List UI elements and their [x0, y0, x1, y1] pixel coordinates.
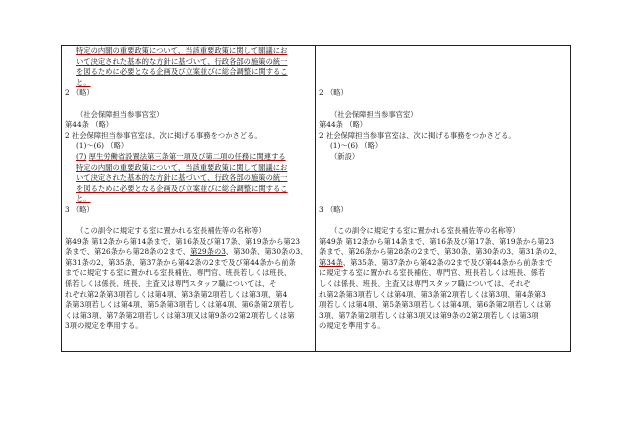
item-7-line: を図るために必要となる企画及び立案並びに総合調整に関するこ [76, 183, 288, 193]
article-49-line: までに規定する室に置かれる室長補佐、専門官、班長若しくは班長、 [65, 268, 292, 278]
section-heading-2: （この訓令に規定する室に置かれる室長補佐等の名称等） [330, 226, 520, 236]
item-7-line [65, 152, 313, 163]
items-range: (1)～(6) （略） [76, 141, 129, 151]
amended-ref: 第34条 [319, 257, 343, 267]
column-divider [315, 46, 316, 351]
amended-line: と。 [76, 77, 91, 87]
left-column [65, 46, 313, 332]
section-heading: （社会保障担当参事官室） [330, 109, 418, 119]
paragraph-3: 3 （略） [65, 204, 94, 214]
article-49-line: 条まで、第26条から第28条の2まで、第29条の3、第30条、第30条の3、 [65, 247, 308, 257]
article-49-line: 第49条 第12条から第14条まで、第16条及び第17条、第19条から第23 [65, 236, 300, 246]
article-49-line: の規定を準用する。 [319, 321, 385, 331]
article-49-line: 第34条、第35条、第37条から第42条の2まで及び第44条から前条まで [319, 257, 553, 267]
paragraph-2-text: 2 社会保障担当参事官室は、次に掲げる事務をつかさどる。 [65, 130, 262, 140]
article-49-line: 条まで、第26条から第28条の2まで、第30条、第30条の3、第31条の2、 [319, 247, 562, 257]
article-49-line: 第49条 第12条から第14条まで、第16条及び第17条、第19条から第23 [319, 236, 554, 246]
article-49-line: 条第3項若しくは第4項、第5条第3項若しくは第4項、第6条第2項若し [65, 300, 295, 310]
item-7-text: 厚生労働省設置法第三条第一項及び第二項の任務に関連する [88, 151, 286, 161]
article-49-line: くは第3項、第7条第2項若しくは第3項又は第9条の2第2項若しくは第 [65, 310, 295, 320]
paragraph-2: 2 （略） [319, 88, 348, 98]
comparison-table [61, 45, 571, 352]
items-range: (1)～(6) （略） [330, 141, 383, 151]
amended-ref: 第29条の3 [190, 247, 226, 257]
article-49-line: に規定する室に置かれる室長補佐、専門官、班長若しくは班長、係若 [319, 268, 546, 278]
right-column [319, 46, 569, 332]
item-7-line: 特定の内閣の重要政策について、当該重要政策に関して閣議にお [76, 162, 288, 172]
section-heading-2: （この訓令に規定する室に置かれる室長補佐等の名称等） [76, 226, 266, 236]
section-heading: （社会保障担当参事官室） [76, 109, 164, 119]
new-item-note: （新設） [330, 151, 360, 161]
article-49-line: 3項の規定を準用する。 [65, 321, 143, 331]
amended-line: を図るために必要となる企画及び立案並びに総合調整に関するこ [76, 67, 288, 77]
item-7-line: と。 [76, 194, 91, 204]
article-49-line: しくは係長、班長、主査又は専門スタッフ職については、それぞ [319, 279, 531, 289]
article-49-line: れ第2条第3項若しくは第4項、第3条第2項若しくは第3項、第4条第3 [319, 289, 546, 299]
amended-line: 特定の内閣の重要政策について、当該重要政策に関して閣議にお [76, 46, 288, 55]
article-44: 第44条 （略） [319, 120, 368, 130]
paragraph-3: 3 （略） [319, 204, 348, 214]
article-44: 第44条 （略） [65, 120, 114, 130]
paragraph-2: 2 （略） [65, 88, 94, 98]
amended-line: いて決定された基本的な方針に基づいて、行政各部の施策の統一 [76, 56, 288, 66]
item-7-line: いて決定された基本的な方針に基づいて、行政各部の施策の統一 [76, 173, 288, 183]
article-49-line: 3項、第7条第2項若しくは第3項又は第9条の2第2項若しくは第3項 [319, 310, 539, 320]
article-49-line: れぞれ第2条第3項若しくは第4項、第3条第2項若しくは第3項、第4 [65, 289, 288, 299]
paragraph-2-text: 2 社会保障担当参事官室は、次に掲げる事務をつかさどる。 [319, 130, 516, 140]
article-49-line: 係若しくは係長、班長、主査又は専門スタッフ職については、そ [65, 279, 277, 289]
item-7-number: (7) [76, 151, 87, 161]
article-49-line: 第31条の2、第35条、第37条から第42条の2まで及び第44条から前条 [65, 257, 296, 267]
article-49-line: 項若しくは第4項、第5条第3項若しくは第4項、第6条第2項若しくは第 [319, 300, 552, 310]
